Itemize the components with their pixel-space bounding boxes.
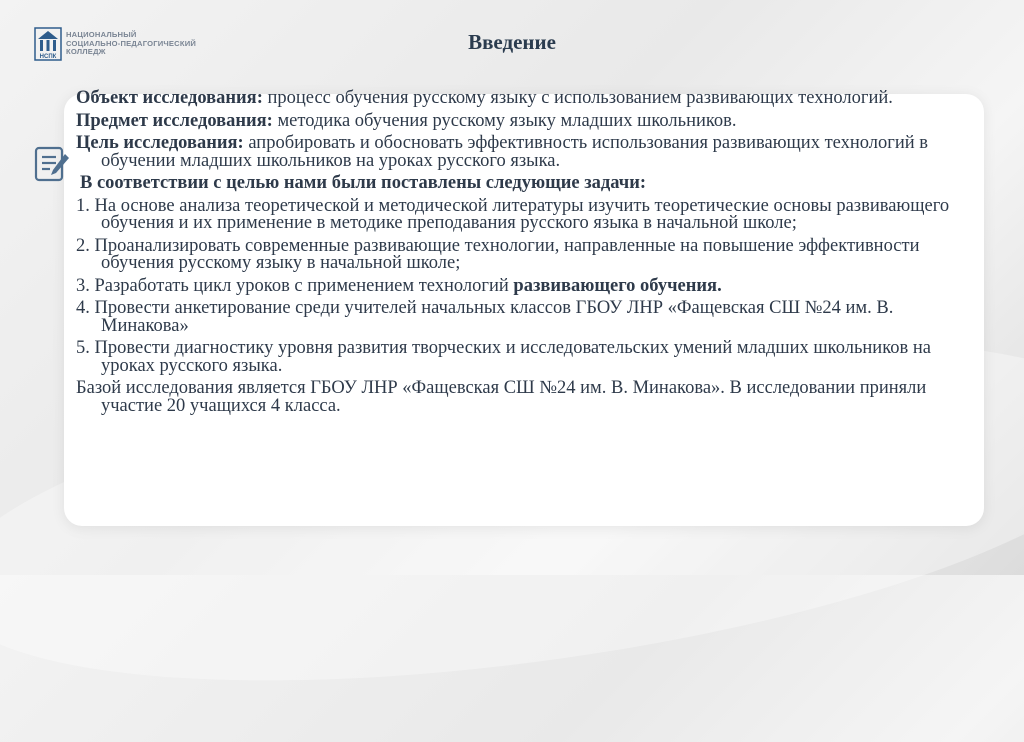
task3-prefix: 3. Разработать цикл уроков с применением технологий <box>76 275 514 296</box>
research-goal <box>76 135 976 170</box>
research-object-text: процесс обучения русскому языку с использованием развивающих технологий. <box>262 88 893 108</box>
research-goal-text: апробировать и обосновать эффективность использования развивающих технологий в обучении младших школьников на уроках русского языка. <box>101 133 929 171</box>
research-subject <box>76 110 976 131</box>
logo-abbr: НСПК <box>39 54 57 60</box>
slide-title: Введение <box>468 30 556 54</box>
research-object <box>76 90 976 108</box>
tasks-heading: В соответствии с целью нами были поставлены следующие задачи: <box>80 173 647 193</box>
research-subject-text: методика обучения русскому языку младших школьников. <box>272 110 737 131</box>
research-base: Базой исследования является ГБОУ ЛНР «Фащевская СШ №24 им. В. Минакова». В исследовании приняли участие 20 учащихся 4 класса. <box>76 378 927 416</box>
logo-line: НАЦИОНАЛЬНЫЙ <box>66 30 137 40</box>
task-item <box>76 275 976 296</box>
logo-line: СОЦИАЛЬНО-ПЕДАГОГИЧЕСКИЙ <box>66 38 197 48</box>
task3-bold: развивающего обучения <box>513 275 718 296</box>
logo-line: КОЛЛЕДЖ <box>66 47 106 57</box>
slide-content <box>76 90 976 420</box>
research-object-label: Объект исследования: <box>76 88 263 108</box>
task-item: 4. Провести анкетирование среди учителей начальных классов ГБОУ ЛНР «Фащевская СШ №24 им. В. Минакова» <box>76 298 894 336</box>
research-subject-label: Предмет исследования: <box>76 110 273 131</box>
task-item: 2. Проанализировать современные развивающие технологии, направленные на повышение эффективности обучения русскому языку в начальной школе; <box>76 235 920 273</box>
document-edit-icon <box>34 146 70 184</box>
task-item: 1. На основе анализа теоретической и методической литературы изучить теоретические основы развивающего обучения и их применение в методике преподавания русского языка в начальной школе; <box>76 195 950 233</box>
task3-suffix: . <box>717 275 722 296</box>
task-item: 5. Провести диагностику уровня развития творческих и исследовательских умений младших школьников на уроках русского языка. <box>76 338 931 376</box>
research-goal-label: Цель исследования: <box>76 133 244 153</box>
